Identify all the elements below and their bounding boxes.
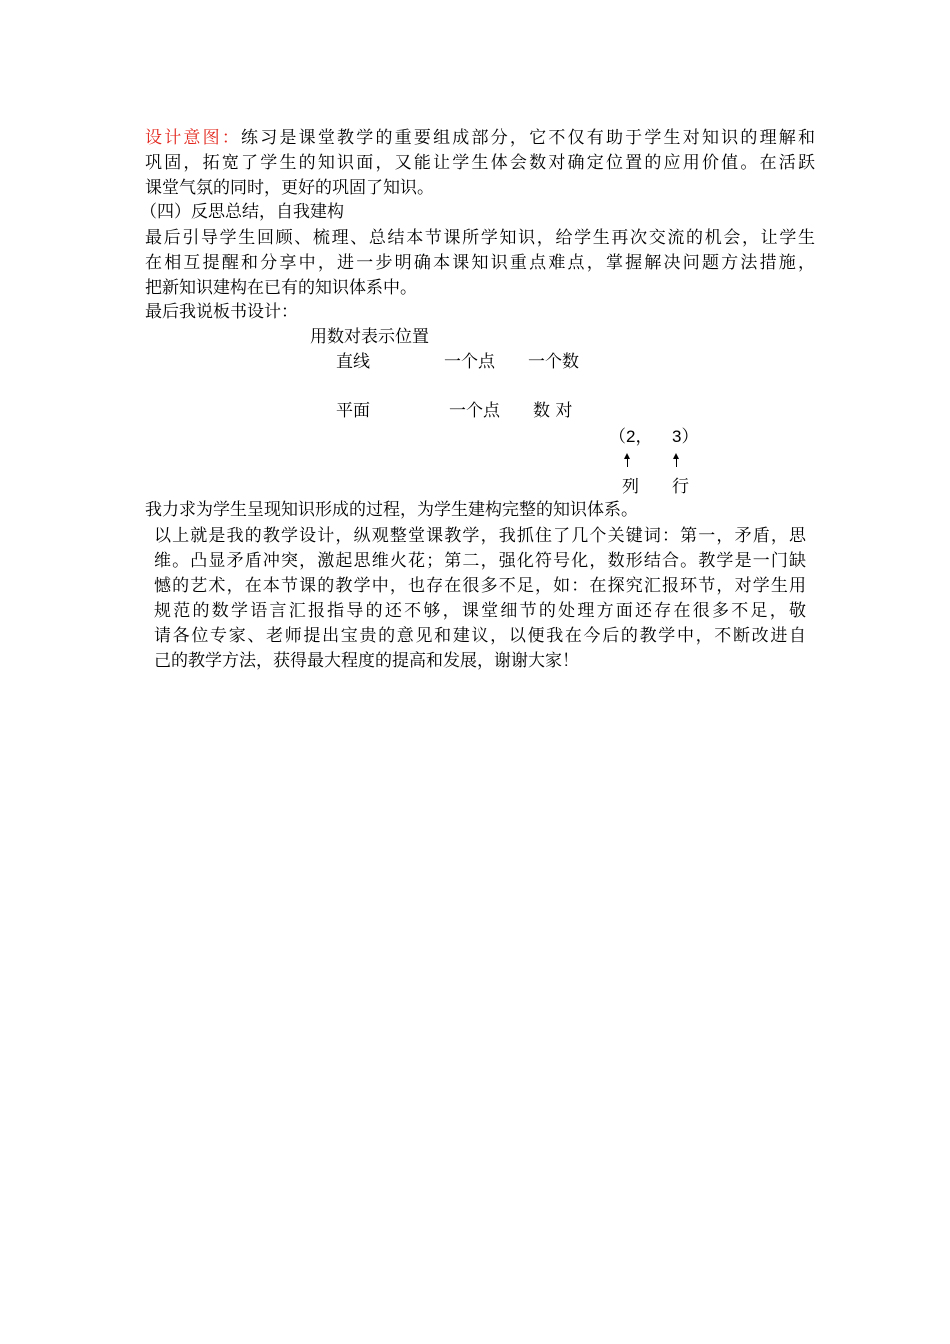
section-text-line: 把新知识建构在已有的知识体系中。 xyxy=(145,278,417,298)
design-intent-line-1 xyxy=(145,126,815,150)
design-intent-line-3: 课堂气氛的同时，更好的巩固了知识。 xyxy=(145,178,434,198)
up-arrow-icon xyxy=(627,456,628,467)
board-row2-label: 平面 xyxy=(336,401,370,421)
closing-line: 请各位专家、老师提出宝贵的意见和建议，以便我在今后的教学中，不断改进自 xyxy=(154,626,806,646)
board-intro: 最后我说板书设计： xyxy=(145,302,298,322)
closing-line: 以上就是我的教学设计，纵观整堂课教学，我抓住了几个关键词：第一，矛盾，思 xyxy=(154,526,806,546)
closing-line: 己的教学方法，获得最大程度的提高和发展，谢谢大家！ xyxy=(154,651,579,671)
board-row2-pair: 数 对 xyxy=(533,401,573,421)
design-intent-text: 练习是课堂教学的重要组成部分，它不仅有助于学生对知识的理解和 xyxy=(241,128,816,148)
design-intent-label: 设计意图： xyxy=(145,128,242,148)
board-title: 用数对表示位置 xyxy=(310,327,429,347)
section-heading: （四）反思总结，自我建构 xyxy=(140,202,344,222)
design-intent-line-2: 巩固，拓宽了学生的知识面，又能让学生体会数对确定位置的应用价值。在活跃 xyxy=(145,153,815,173)
pair-close: 3） xyxy=(672,427,699,446)
section-text-line: 最后引导学生回顾、梳理、总结本节课所学知识，给学生再次交流的机会，让学生 xyxy=(145,228,815,248)
column-label: 列 xyxy=(622,477,639,497)
board-row1-number: 一个数 xyxy=(528,352,579,372)
board-row2-point: 一个点 xyxy=(449,401,500,421)
section-text-line: 在相互提醒和分享中，进一步明确本课知识重点难点，掌握解决问题方法措施， xyxy=(145,253,815,273)
up-arrow-icon xyxy=(676,456,677,467)
closing-line: 规范的数学语言汇报指导的还不够，课堂细节的处理方面还存在很多不足，敬 xyxy=(154,601,806,621)
closing-line: 维。凸显矛盾冲突，激起思维火花；第二，强化符号化，数形结合。教学是一门缺 xyxy=(154,551,806,571)
row-label: 行 xyxy=(672,477,689,497)
closing-line: 憾的艺术，在本节课的教学中，也存在很多不足，如：在探究汇报环节，对学生用 xyxy=(154,576,806,596)
board-row1-point: 一个点 xyxy=(444,352,495,372)
board-row1-label: 直线 xyxy=(336,352,370,372)
pair-open: （2， xyxy=(609,427,653,446)
summary-line: 我力求为学生呈现知识形成的过程，为学生建构完整的知识体系。 xyxy=(145,500,638,520)
